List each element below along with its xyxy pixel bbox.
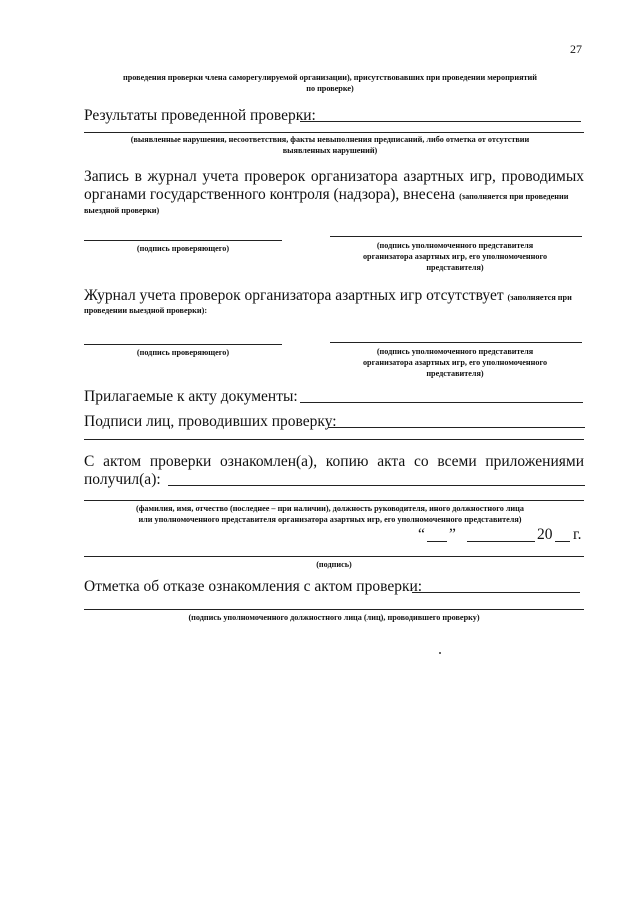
journal-absent-sig-left-line[interactable] [84, 344, 282, 345]
journal-entry-sig-right-caption [315, 240, 595, 273]
journal-entry-sig-right-line[interactable] [330, 236, 582, 237]
acquainted-caption [70, 503, 590, 525]
date-year-field[interactable] [555, 541, 570, 542]
page-number: 27 [570, 42, 582, 56]
journal-entry-line1: Запись в журнал учета проверок организатора азартных игр, проводимых [84, 168, 584, 185]
journal-absent-sig-right-line3: представителя) [426, 369, 484, 378]
journal-entry-sig-right-line2: организатора азартных игр, его уполномоченного [362, 252, 548, 261]
journal-absent-line2-note: проведении выездной проверки): [84, 306, 208, 315]
acquainted-caption-line1: (фамилия, имя, отчество (последнее – при наличии), должность руководителя, иного должностного лица [136, 504, 524, 513]
journal-entry-sig-right-line3: представителя) [426, 263, 484, 272]
journal-absent-sig-right-caption [315, 346, 595, 379]
acquainted-field-line[interactable] [168, 485, 585, 486]
journal-absent-sig-left-caption: (подпись проверяющего) [136, 348, 230, 357]
journal-absent-sig-right-line1: (подпись уполномоченного представителя [376, 347, 534, 356]
date-year-prefix: 20 [537, 526, 553, 543]
attached-docs-label: Прилагаемые к акту документы: [84, 388, 298, 405]
journal-entry-sig-left-line[interactable] [84, 240, 282, 241]
date-day-field[interactable] [427, 541, 447, 542]
refusal-label: Отметка об отказе ознакомления с актом проверки: [84, 578, 423, 595]
top-caption [70, 72, 590, 94]
acquainted-signature-line[interactable] [84, 556, 584, 557]
acquainted-caption-line2: или уполномоченного представителя организатора азартных игр, его уполномоченного представителя) [138, 515, 522, 524]
journal-absent-sig-right-line2: организатора азартных игр, его уполномоченного [362, 358, 548, 367]
inspector-signatures-field-line[interactable] [328, 427, 585, 428]
top-caption-line2: по проверке) [306, 84, 354, 93]
results-field-line[interactable] [300, 121, 581, 122]
journal-absent-sig-right-line[interactable] [330, 342, 582, 343]
acquainted-field-line-2[interactable] [84, 500, 584, 501]
date-year-suffix: г. [573, 526, 582, 543]
journal-entry-sig-left-caption: (подпись проверяющего) [136, 244, 230, 253]
attached-docs-field-line[interactable] [300, 402, 583, 403]
journal-absent-line1 [84, 286, 604, 307]
results-caption-line2: выявленных нарушений) [282, 146, 378, 155]
acquainted-line1: С актом проверки ознакомлен(а), копию акта со всеми приложениями [84, 453, 584, 470]
journal-absent-line1-note: (заполняется при [507, 293, 572, 302]
journal-entry-line2 [84, 185, 604, 206]
refusal-field-line[interactable] [412, 592, 580, 593]
journal-entry-sig-right-line1: (подпись уполномоченного представителя [376, 241, 534, 250]
date-month-field[interactable] [467, 541, 535, 542]
journal-entry-line3-note: выездной проверки) [84, 206, 160, 215]
refusal-signature-line[interactable] [84, 609, 584, 610]
results-caption [70, 134, 590, 156]
date-close-quote: ” [449, 526, 456, 543]
results-field-line-2[interactable] [84, 132, 584, 133]
refusal-caption: (подпись уполномоченного должностного лица (лиц), проводившего проверку) [188, 613, 480, 622]
journal-absent-line1-main: Журнал учета проверок организатора азартных игр отсутствует [84, 287, 504, 304]
scan-speck [439, 652, 441, 654]
journal-entry-line2-note: (заполняется при проведении [459, 192, 569, 201]
date-open-quote: “ [418, 526, 425, 543]
acquainted-line2: получил(а): [84, 471, 161, 488]
acquainted-signature-caption: (подпись) [316, 560, 352, 569]
inspector-signatures-field-line-2[interactable] [84, 439, 584, 440]
top-caption-line1: проведения проверки члена саморегулируемой организации), присутствовавших при проведении мероприятий [123, 73, 537, 82]
results-caption-line1: (выявленные нарушения, несоответствия, факты невыполнения предписаний, либо отметка от отсутствии [130, 135, 530, 144]
inspector-signatures-label: Подписи лиц, проводивших проверку: [84, 413, 337, 430]
journal-entry-line2-main: органами государственного контроля (надзора), внесена [84, 186, 456, 203]
results-label: Результаты проведенной проверки: [84, 107, 316, 124]
